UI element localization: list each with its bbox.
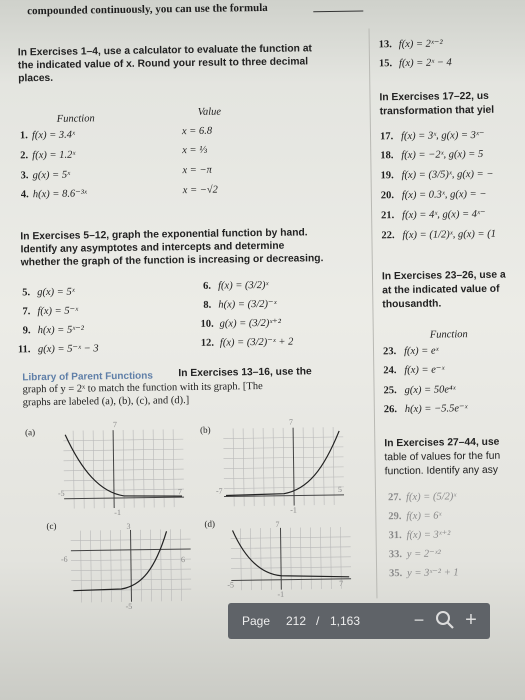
exercise-function: g(x) = 50e⁴ˣ [404, 384, 456, 397]
graph-c [71, 529, 192, 603]
col-header-value: Value [197, 106, 222, 118]
ex1-4-instruction-line: places. [18, 72, 54, 85]
exercise-number: 26. [383, 404, 398, 416]
exercise-function: f(x) = e⁻ˣ [404, 364, 445, 377]
graph-axis-label: 7 [275, 519, 280, 529]
library-parent-functions-link[interactable]: Library of Parent Functions [22, 370, 154, 384]
exercise-number: 20. [380, 190, 395, 202]
exercise-function: f(x) = 1.2ˣ [32, 149, 76, 162]
ex23-26-instruction-line: In Exercises 23–26, use a [381, 269, 506, 283]
ex1-4-instruction-line: the indicated value of x. Round your result to three decimal [17, 56, 309, 72]
exercise-number: 25. [383, 385, 397, 397]
exercise-function: f(x) = 3ˣ⁺² [406, 529, 451, 542]
graph-axis-label: 7 [177, 487, 183, 497]
exercise-function: g(x) = (3/2)ˣ⁺² [219, 317, 282, 330]
exercise-number: 3. [20, 170, 29, 182]
exercise-function: f(x) = 4ˣ, g(x) = 4ˣ⁻ [402, 208, 486, 222]
exercise-number: 6. [203, 280, 212, 292]
blank-underline [313, 11, 363, 13]
exercise-number: 33. [388, 549, 403, 561]
exercise-function: g(x) = 5ˣ [32, 169, 71, 182]
ex23-26-instruction-line: thousandth. [382, 298, 442, 311]
ex17-22-instruction-line: In Exercises 17–22, us [379, 90, 489, 104]
exercise-number: 31. [388, 530, 402, 542]
graph-d [230, 527, 351, 591]
exercise-number: 19. [380, 170, 394, 182]
exercise-function: g(x) = 5ˣ [37, 286, 75, 299]
page-label: Page [242, 614, 271, 628]
exercise-number: 24. [383, 365, 397, 377]
graph-axis-label: 7 [112, 420, 118, 430]
ex13-16-instruction-line: In Exercises 13–16, use the [178, 366, 312, 380]
exercise-function: f(x) = eˣ [403, 345, 439, 358]
graph-label: (c) [46, 520, 57, 532]
exercise-function: h(x) = (3/2)⁻ˣ [218, 298, 277, 311]
top-line: compounded continuously, you can use the formula [27, 1, 268, 18]
exercise-function: h(x) = −5.5e⁻ˣ [404, 403, 468, 416]
magnifier-icon [434, 609, 456, 631]
graph-axis-label: 3 [126, 521, 131, 531]
exercise-number: 1. [19, 130, 28, 142]
col-header-function: Function [56, 113, 95, 125]
exercise-number: 4. [20, 189, 29, 201]
graph-label: (b) [200, 424, 211, 435]
exercise-function: g(x) = 5⁻ˣ − 3 [37, 343, 99, 356]
exercise-function: f(x) = (3/2)ˣ [218, 279, 269, 292]
graph-axis-label: -5 [227, 580, 235, 590]
graph-axis-label: 6 [180, 555, 185, 565]
exercise-number: 18. [380, 150, 394, 162]
exercise-number: 2. [20, 150, 29, 162]
graph-b [223, 427, 349, 507]
exercise-number: 11. [17, 344, 31, 356]
exercise-number: 22. [381, 230, 395, 242]
ex17-22-instruction-line: transformation that yiel [379, 104, 495, 118]
exercise-number: 13. [378, 39, 392, 51]
ex1-4-instruction-line: In Exercises 1–4, use a calculator to evaluate the function at [17, 43, 313, 59]
exercise-number: 23. [382, 346, 397, 358]
graph-axis-label: -7 [215, 486, 223, 496]
exercise-number: 9. [22, 325, 31, 337]
exercise-function: f(x) = −2ˣ, g(x) = 5 [401, 148, 484, 162]
exercise-number: 21. [381, 210, 395, 222]
exercise-function: f(x) = 2ˣ − 4 [398, 57, 452, 70]
graph-axis-label: 5 [337, 484, 343, 494]
exercise-function: f(x) = (3/5)ˣ, g(x) = − [401, 168, 494, 182]
graph-axis-label: -6 [60, 554, 68, 564]
graph-label: (a) [25, 427, 36, 438]
ex27-44-instruction-line: table of values for the fun [384, 450, 501, 464]
exercise-function: f(x) = 5⁻ˣ [37, 305, 79, 318]
exercise-number: 8. [203, 299, 212, 311]
exercise-value: x = −√2 [182, 184, 218, 197]
exercise-function: f(x) = 2ˣ⁻² [398, 38, 443, 51]
graph-axis-label: -1 [277, 589, 285, 599]
exercise-number: 7. [22, 306, 31, 318]
exercise-function: f(x) = (5/2)ˣ [405, 491, 457, 504]
graph-axis-label: -1 [114, 507, 121, 518]
exercise-number: 29. [388, 511, 402, 523]
exercise-function: f(x) = 3.4ˣ [31, 129, 76, 142]
exercise-function: y = 2⁻ˣ² [406, 548, 441, 561]
exercise-function: f(x) = 6ˣ [406, 510, 442, 523]
exercise-function: f(x) = 0.3ˣ, g(x) = − [401, 188, 487, 202]
graph-axis-label: -5 [57, 488, 65, 498]
exercise-value: x = −π [182, 164, 212, 177]
exercise-number: 12. [200, 337, 215, 349]
exercise-number: 15. [378, 58, 393, 70]
page-total: 1,163 [330, 614, 361, 628]
graph-a [63, 429, 189, 509]
ex13-16-instruction-line: graph of y = 2ˣ to match the function with its graph. [The [22, 381, 263, 396]
col-header-function: Function [429, 329, 468, 341]
graph-axis-label: 7 [288, 417, 294, 427]
ex5-12-instruction-line: Identify any asymptotes and intercepts and determine [20, 240, 285, 256]
graph-axis-label: -5 [125, 601, 133, 611]
ex13-16-instruction-line: graphs are labeled (a), (b), (c), and (d).] [22, 395, 190, 409]
graph-label: (d) [204, 518, 215, 529]
ex27-44-instruction-line: function. Identify any asy [384, 464, 499, 478]
exercise-function: y = 3ˣ⁻² + 1 [407, 567, 459, 580]
ex23-26-instruction-line: at the indicated value of [382, 283, 500, 297]
column-divider [369, 28, 378, 598]
pdf-viewer-toolbar [228, 603, 490, 639]
ex27-44-instruction-line: In Exercises 27–44, use [384, 436, 500, 450]
ex5-12-instruction-line: whether the graph of the function is increasing or decreasing. [20, 253, 324, 269]
exercise-function: f(x) = 3ˣ, g(x) = 3ˣ⁻ [400, 129, 485, 143]
exercise-number: 17. [379, 131, 394, 143]
page-separator: / [316, 614, 320, 628]
exercise-value: x = ⅓ [182, 144, 208, 157]
exercise-function: h(x) = 5ˣ⁻² [37, 324, 84, 337]
ex5-12-instruction-line: In Exercises 5–12, graph the exponential function by hand. [20, 227, 308, 243]
exercise-number: 27. [387, 492, 402, 504]
zoom-reset-button[interactable] [434, 609, 456, 631]
graph-axis-label: 7 [339, 578, 344, 588]
exercise-function: f(x) = (1/2)ˣ, g(x) = (1 [402, 228, 496, 242]
exercise-function: f(x) = (3/2)⁻ˣ + 2 [219, 336, 294, 349]
exercise-number: 35. [389, 568, 403, 580]
page-number[interactable]: 212 [286, 614, 307, 628]
exercise-function: h(x) = 8.6⁻³ˣ [32, 188, 87, 201]
exercise-value: x = 6.8 [181, 125, 213, 138]
exercise-number: 5. [22, 287, 31, 299]
zoom-out-button[interactable]: − [413, 610, 425, 630]
zoom-in-button[interactable]: + [465, 609, 477, 631]
exercise-number: 10. [200, 318, 214, 330]
graph-axis-label: -1 [290, 505, 297, 515]
